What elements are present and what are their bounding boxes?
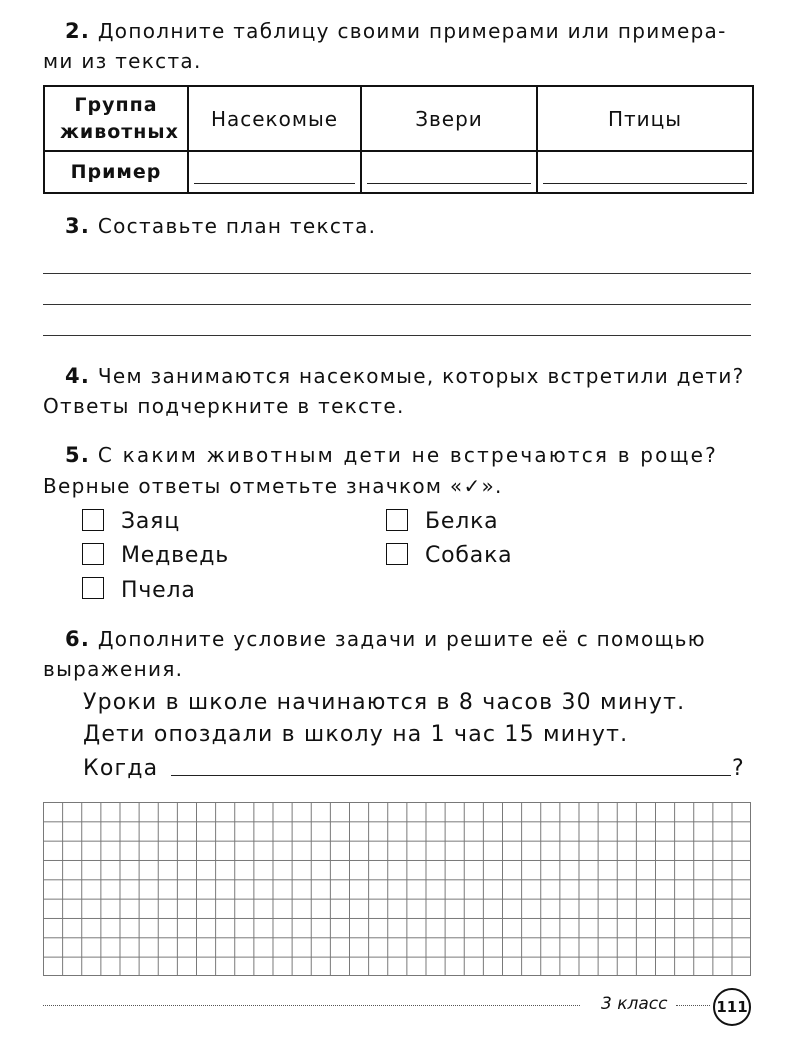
checkbox-squirrel[interactable]: [386, 509, 408, 531]
animal-groups-table: [43, 85, 754, 194]
table-column-birds: Птицы: [537, 86, 753, 151]
table-column-beasts: Звери: [361, 86, 537, 151]
table-column-insects: Насекомые: [188, 86, 361, 151]
problem-line2: Дети опоздали в школу на 1 час 15 минут.: [83, 722, 629, 747]
task6-number: 6.: [65, 627, 91, 651]
checkbox-hare[interactable]: [82, 509, 104, 531]
option-bee-label: Пчела: [121, 578, 196, 603]
task5-number: 5.: [65, 443, 91, 467]
problem-question-end: ?: [732, 756, 745, 781]
example-birds-field[interactable]: [537, 151, 753, 193]
task6-text-line1: Дополните условие задачи и решите её с помощью: [97, 627, 706, 651]
task3-number: 3.: [65, 214, 91, 238]
task4-number: 4.: [65, 364, 91, 388]
problem-question-start: Когда: [83, 756, 159, 781]
task2-number: 2.: [65, 19, 91, 43]
checkbox-bear[interactable]: [82, 543, 104, 565]
plan-line-1[interactable]: [43, 273, 751, 274]
task5-text-line2: Верные ответы отметьте значком «✓».: [43, 474, 503, 498]
example-beasts-field[interactable]: [361, 151, 537, 193]
example-insects-field[interactable]: [188, 151, 361, 193]
option-hare-label: Заяц: [121, 509, 180, 534]
table-header-example: Пример: [44, 151, 188, 193]
option-dog-label: Собака: [425, 543, 513, 568]
task5-text-line1: С каким животным дети не встречаются в роще?: [97, 443, 718, 467]
problem-line1: Уроки в школе начинаются в 8 часов 30 минут.: [83, 690, 686, 715]
task6-text-line2: выражения.: [43, 657, 184, 681]
option-bear-label: Медведь: [121, 543, 230, 568]
task6-line1: [65, 624, 706, 654]
table-header-group: Группа животных: [44, 86, 188, 151]
footer-grade: 3 класс: [601, 994, 668, 1014]
checkbox-bee[interactable]: [82, 577, 104, 599]
task5-line1: [65, 440, 752, 470]
task4-line1: [65, 361, 752, 391]
plan-line-2[interactable]: [43, 304, 751, 305]
question-blank-line[interactable]: [171, 775, 731, 776]
solution-grid[interactable]: [43, 802, 751, 976]
task3-line: [65, 211, 376, 241]
task4-text-line2: Ответы подчеркните в тексте.: [43, 394, 405, 418]
task4-text-line1: Чем занимаются насекомые, которых встретили дети?: [97, 364, 745, 388]
plan-line-3[interactable]: [43, 335, 751, 336]
task2-text-line1: Дополните таблицу своими примерами или примера-: [97, 19, 727, 43]
checkbox-dog[interactable]: [386, 543, 408, 565]
task2-text-line2: ми из текста.: [43, 49, 202, 73]
task2-line1: [65, 16, 752, 46]
footer-dotted-line-right: [676, 1005, 710, 1006]
page-number: 111: [713, 988, 751, 1026]
option-squirrel-label: Белка: [425, 509, 499, 534]
task3-text: Составьте план текста.: [97, 214, 377, 238]
footer-dotted-line-left: [43, 1005, 580, 1006]
